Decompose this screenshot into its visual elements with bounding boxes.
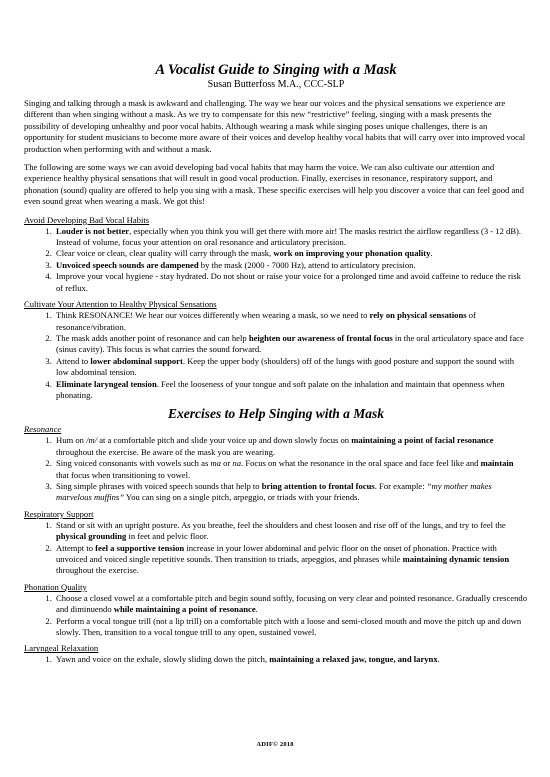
- list-item: 4. Improve your vocal hygiene - stay hydrated. Do not shout or raise your voice for a prolonged time and avoid caffeine to reduce the risk of reflux.: [54, 271, 528, 294]
- list-item: 4. Eliminate laryngeal tension. Feel the looseness of your tongue and soft palate on the inhalation and maintain that openness when phonating.: [54, 379, 528, 402]
- intro-paragraph-1: Singing and talking through a mask is awkward and challenging. The way we hear our voices and the physical sensations we experience are different than when singing without a mask. As we try to compensate for this new “restrictive” feeling, singing with a mask presents the possibility of developing unhealthy and poor vocal habits. Although wearing a mask while singing poses unique challenges, there is an opportunity for student musicians to become more aware of their voices and develop healthy vocal habits that will carry over into improved vocal production when performing with and without a mask.: [24, 98, 526, 154]
- list-item: 2. Clear voice or clean, clear quality will carry through the mask, work on improving your phonation quality.: [54, 248, 528, 259]
- list-item: 1. Think RESONANCE! We hear our voices differently when wearing a mask, so we need to rely on physical sensations of resonance/vibration.: [54, 310, 528, 333]
- list-item: 1. Choose a closed vowel at a comfortable pitch and begin sound softly, focusing on very clear and pointed resonance. Gradually crescendo and diminuendo while maintaining a point of resonance.: [54, 593, 528, 616]
- list-item: 2. Perform a vocal tongue trill (not a lip trill) on a comfortable pitch with a loose and semi-closed mouth and move the pitch up and down slowly. Then, transition to a vocal tongue trill to any open, sustained vowel.: [54, 616, 528, 639]
- avoid-habits-heading: Avoid Developing Bad Vocal Habits: [24, 214, 150, 225]
- document-title: A Vocalist Guide to Singing with a Mask: [155, 62, 397, 78]
- resonance-list: [24, 435, 528, 503]
- list-item: 2. Attempt to feel a supportive tension increase in your lower abdominal and pelvic floor on the onset of phonation. Practice with unvoiced and voiced single repetitive sounds. Then transition to triads, arpeggios, and phrases while maintaining dynamic tension throughout the exercise.: [54, 543, 528, 577]
- phonation-quality-list: [24, 593, 528, 639]
- resonance-heading: Resonance: [24, 424, 62, 435]
- list-item: 3. Unvoiced speech sounds are dampened by the mask (2000 - 7000 Hz), attend to articulatory precision.: [54, 260, 528, 271]
- exercises-heading: Exercises to Help Singing with a Mask: [167, 406, 385, 422]
- respiratory-support-list: [24, 520, 528, 577]
- respiratory-support-heading: Respiratory Support: [24, 508, 94, 519]
- list-item: 2. Sing voiced consonants with vowels such as ma or na. Focus on what the resonance in the oral space and face feel like and maintain that focus when transitioning to vowel.: [54, 458, 528, 481]
- cultivate-attention-list: [24, 310, 528, 401]
- list-item: 1. Yawn and voice on the exhale, slowly sliding down the pitch, maintaining a relaxed jaw, tongue, and larynx.: [54, 654, 528, 665]
- phonation-quality-heading: Phonation Quality: [24, 581, 87, 592]
- page-footer: ADIF© 2018: [256, 741, 294, 748]
- list-item: 3. Attend to lower abdominal support. Keep the upper body (shoulders) off of the lungs with good posture and support the sound with low abdominal tension.: [54, 356, 528, 379]
- laryngeal-relaxation-list: [24, 654, 528, 665]
- laryngeal-relaxation-heading: Laryngeal Relaxation: [24, 643, 99, 654]
- cultivate-attention-heading: Cultivate Your Attention to Healthy Physical Sensations: [24, 299, 217, 310]
- list-item: 2. The mask adds another point of resonance and can help heighten our awareness of frontal focus in the oral articulatory space and face (sinus cavity). This focus is what carries the sound forward.: [54, 333, 528, 356]
- list-item: 1. Stand or sit with an upright posture. As you breathe, feel the shoulders and chest loosen and rise off of the lungs, and try to feel the physical grounding in feet and pelvic floor.: [54, 520, 528, 543]
- list-item: 1. Louder is not better, especially when you think you will get there with more air! The masks restrict the airflow regardless (3 - 12 dB). Instead of volume, focus your attention on oral resonance and articulatory precision.: [54, 226, 528, 249]
- list-item: 3. Sing simple phrases with voiced speech sounds that help to bring attention to frontal focus. For example: “my mother makes marvelous muffins” You can sing on a single pitch, arpeggio, or triads with your friends.: [54, 481, 528, 504]
- avoid-habits-list: [24, 226, 528, 294]
- author-line: Susan Butterfoss M.A., CCC-SLP: [207, 79, 345, 90]
- intro-paragraph-2: The following are some ways we can avoid developing bad vocal habits that may harm the voice. We can also cultivate our attention and experience healthy physical sensations that will result in good vocal production. Finally, exercises in resonance, respiratory support, and phonation (sound) quality are offered to help you sing with a mask. These specific exercises will help you discover a voice that can feel good and even sound great when wearing a mask. We got this!: [24, 162, 524, 207]
- list-item: 1. Hum on /m/ at a comfortable pitch and slide your voice up and down slowly focus on maintaining a point of facial resonance throughout the exercise. Be aware of the mask you are wearing.: [54, 435, 528, 458]
